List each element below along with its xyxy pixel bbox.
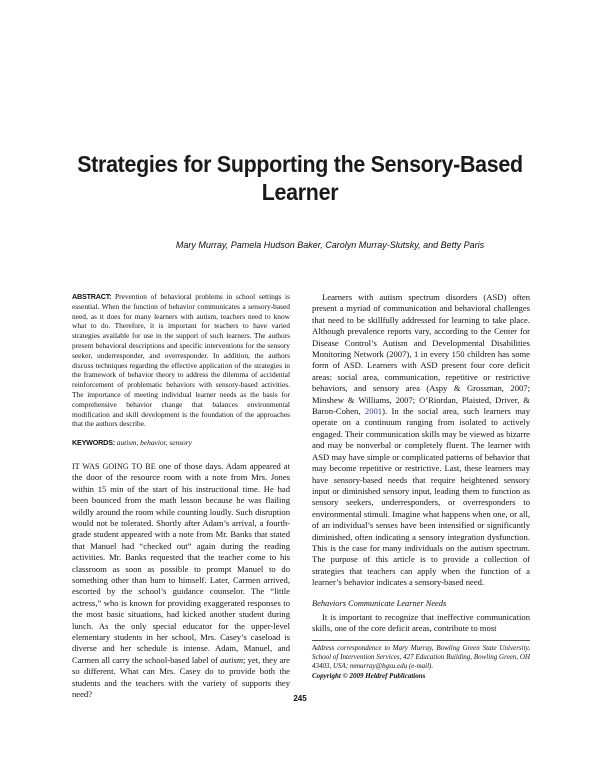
- vignette-italic: autism: [220, 654, 244, 665]
- intro-vignette: [72, 461, 290, 701]
- paragraph-intro: [312, 292, 530, 589]
- paragraph-intro-b: ). In the social area, such learners may operate on a continuum ranging from isolated to actively engaged. Their communication skills may be viewed as bizarre and may be nonverbal or completely fluent. The learner with ASD may have simple or complicated patterns of behavior that may become repetitive or restrictive. Last, these learners may have sensory-based needs that require heightened sensory input or diminished sensory input, leading them to function as sensory seekers, underresponders, or overresponders to environmental stimuli. Imagine what happens when one, or all, of an individual’s senses have been intensified or significantly diminished, often indicating a sensory integration dysfunction. This is the case for many individuals on the autism spectrum. The purpose of this article is to provide a collection of strategies that teachers can apply when the function of a learner’s behavior indicates a sensory-based need.: [312, 406, 530, 588]
- keywords-text: autism, behavior, sensory: [116, 438, 192, 448]
- abstract: [72, 292, 290, 429]
- opening-caps: IT WAS GOING TO BE: [72, 461, 156, 471]
- citation-link[interactable]: 2001: [364, 406, 383, 417]
- keywords: [72, 438, 290, 448]
- section-heading: Behaviors Communicate Learner Needs: [312, 598, 447, 608]
- vignette-text: one of those days. Adam appeared at the door of the resource room with a note from Mrs. Jones within 15 min of the start of his instructional time. He had been bounced from the math lesson because he was flailing wildly around the room while counting loudly. Such disruption would not be tolerated. Shortly after Adam’s arrival, a fourth-grade student appeared with a note from Mr. Banks that stated that Manuel had “checked out” again during the reading activities. Mr. Banks requested that the teacher come to his classroom as soon as possible to prompt Manuel to do something other than hum to himself. Later, Carmen arrived, escorted by the school’s guidance counselor. The “little actress,” who is known for providing exaggerated responses to the most basic situations, had kicked another student during lunch. As the only special educator for the upper-level elementary students in her school, Mrs. Casey’s caseload is diverse and her schedule is intense. Adam, Manuel, and Carmen all carry the school-based label of: [72, 460, 290, 665]
- paragraph-intro-a: Learners with autism spectrum disorders (ASD) often present a myriad of communication and behavioral challenges that need to be skillfully addressed for learning to take place. Although prevalence reports vary, according to the Center for Disease Control’s Autism and Developmental Disabilities Monitoring Network (2007), 1 in every 150 children has some form of ASD. Learners with ASD present four core deficit areas: social area, communication, repetitive or restrictive behaviors, and sensory area (Aspy & Grossman, 2007; Minshew & Williams, 2007; O’Riordan, Plaisted, Driver, & Baron-Cohen,: [312, 292, 530, 417]
- abstract-label: ABSTRACT:: [72, 292, 112, 301]
- author-list: Mary Murray, Pamela Hudson Baker, Carolyn Murray-Slutsky, and Betty Paris: [175, 240, 485, 250]
- left-column: [72, 292, 290, 700]
- article-title: Strategies for Supporting the Sensory-Based Learner: [77, 151, 523, 205]
- page-number: 245: [293, 694, 307, 703]
- abstract-text: Prevention of behavioral problems in school settings is essential. When the function of behavior communicates a sensory-based need, as it does for many learners with autism, teachers need to know what to do. Therefore, it is important for teachers to have varied strategies available for use in the support of such learners. The authors present behavioral descriptions and specific interventions for the sensory seeker, underresponder, and overresponder. In addition, the authors discuss techniques regarding the effective application of the strategies in the framework of behavior theory to address the dilemma of accidental reinforcement of problematic behaviors with sensory-based activities. The importance of meeting individual learner needs as the basis for comprehensive behavior change that balances environmental modification and skill development is the foundation of the approaches that the authors describe.: [72, 292, 290, 429]
- footnote-text: Address correspondence to Mary Murray, Bowling Green State University, School of Intervention Services, 427 Education Building, Bowling Green, OH 43403, USA; mmurray@bgsu.edu (e-mail).: [312, 644, 530, 671]
- paragraph-behaviors: It is important to recognize that ineffective communication skills, one of the core deficit areas, contribute to most: [312, 611, 530, 634]
- right-column: [312, 292, 530, 635]
- keywords-label: KEYWORDS:: [72, 438, 115, 448]
- copyright-line: Copyright © 2009 Heldref Publications: [312, 671, 426, 680]
- vignette-text-end: ; yet, they are so different. What can Mrs. Casey do to provide both the students and the teachers with the variety of supports they need?: [72, 654, 290, 700]
- correspondence-footnote: [312, 640, 530, 681]
